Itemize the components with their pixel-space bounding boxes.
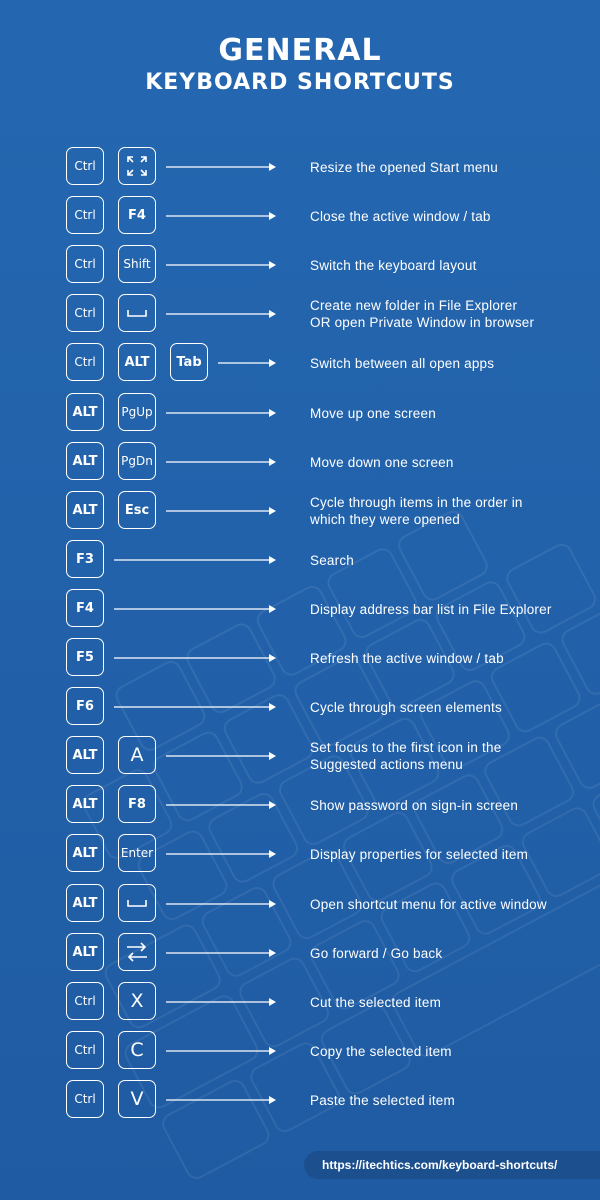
- key-combination: [66, 982, 156, 1022]
- key-cap: ALT: [66, 884, 104, 922]
- key-combination: [66, 491, 156, 531]
- shortcut-description: Cycle through items in the order in which they were opened: [310, 495, 523, 527]
- title-line-keyboard-shortcuts: KEYBOARD SHORTCUTS: [145, 70, 455, 95]
- key-cap: F6: [66, 687, 104, 725]
- resize-arrows-icon: [118, 147, 156, 185]
- key-cap: ALT: [66, 393, 104, 431]
- key-cap: F4: [66, 589, 104, 627]
- shortcut-description: Cycle through screen elements: [310, 699, 502, 715]
- key-combination: [66, 442, 156, 482]
- shortcut-row: [0, 638, 600, 678]
- key-cap: Ctrl: [66, 245, 104, 283]
- shortcut-row: [0, 343, 600, 383]
- key-cap: C: [118, 1031, 156, 1069]
- key-cap: F8: [118, 785, 156, 823]
- shortcut-row: [0, 687, 600, 727]
- arrow-right-icon: [166, 1095, 276, 1105]
- shortcut-description: Switch between all open apps: [310, 355, 495, 371]
- key-combination: [66, 736, 156, 776]
- arrow-right-icon: [166, 800, 276, 810]
- arrow-right-icon: [166, 997, 276, 1007]
- arrow-right-icon: [114, 555, 276, 565]
- spacebar-icon: [118, 294, 156, 332]
- shortcut-row: [0, 245, 600, 285]
- arrow-right-icon: [114, 702, 276, 712]
- key-combination: [66, 1031, 156, 1071]
- key-cap: F4: [118, 196, 156, 234]
- key-cap: Shift: [118, 245, 156, 283]
- key-combination: [66, 638, 104, 678]
- shortcut-description: Display address bar list in File Explorer: [310, 601, 552, 617]
- key-combination: [66, 834, 156, 874]
- key-combination: [66, 687, 104, 727]
- shortcut-description: Search: [310, 552, 354, 568]
- arrow-right-icon: [166, 751, 276, 761]
- shortcut-description: Show password on sign-in screen: [310, 797, 519, 813]
- key-cap: ALT: [66, 785, 104, 823]
- arrow-right-icon: [166, 260, 276, 270]
- key-cap: F3: [66, 540, 104, 578]
- key-cap: Ctrl: [66, 294, 104, 332]
- arrow-right-icon: [166, 506, 276, 516]
- source-url-badge[interactable]: [304, 1151, 600, 1179]
- shortcut-row: [0, 785, 600, 825]
- arrow-right-icon: [166, 162, 276, 172]
- key-combination: [66, 393, 156, 433]
- shortcut-description: Switch the keyboard layout: [310, 257, 477, 273]
- key-cap: ALT: [66, 736, 104, 774]
- shortcut-description: Set focus to the first icon in the Suggested actions menu: [310, 740, 502, 772]
- key-cap: ALT: [66, 442, 104, 480]
- key-cap: Ctrl: [66, 1031, 104, 1069]
- shortcut-description: Display properties for selected item: [310, 846, 529, 862]
- shortcut-row: [0, 393, 600, 433]
- shortcut-description: Move down one screen: [310, 454, 454, 470]
- key-combination: [66, 589, 104, 629]
- shortcut-row: [0, 491, 600, 531]
- key-combination: [66, 540, 104, 580]
- key-cap: Ctrl: [66, 1080, 104, 1118]
- shortcut-row: [0, 933, 600, 973]
- key-cap: Ctrl: [66, 196, 104, 234]
- key-combination: [66, 147, 156, 187]
- key-combination: [66, 245, 156, 285]
- key-cap: X: [118, 982, 156, 1020]
- shortcut-row: [0, 442, 600, 482]
- arrow-right-icon: [166, 408, 276, 418]
- arrow-right-icon: [166, 211, 276, 221]
- shortcut-row: [0, 884, 600, 924]
- arrow-right-icon: [166, 849, 276, 859]
- key-combination: [66, 1080, 156, 1120]
- key-cap: ALT: [66, 491, 104, 529]
- key-cap: Tab: [170, 343, 208, 381]
- key-combination: [66, 884, 156, 924]
- key-cap: PgUp: [118, 393, 156, 431]
- shortcut-description: Create new folder in File Explorer OR open Private Window in browser: [310, 298, 535, 330]
- key-combination: [66, 343, 208, 383]
- key-cap: F5: [66, 638, 104, 676]
- shortcut-row: [0, 294, 600, 334]
- shortcut-description: Close the active window / tab: [310, 208, 491, 224]
- forward-back-arrows-icon: [118, 933, 156, 971]
- shortcut-description: Resize the opened Start menu: [310, 159, 498, 175]
- shortcut-description: Open shortcut menu for active window: [310, 896, 547, 912]
- arrow-right-icon: [114, 604, 276, 614]
- shortcut-row: [0, 196, 600, 236]
- shortcut-description: Go forward / Go back: [310, 945, 443, 961]
- arrow-right-icon: [218, 358, 276, 368]
- key-cap: V: [118, 1080, 156, 1118]
- key-cap: Ctrl: [66, 982, 104, 1020]
- source-url[interactable]: https://itechtics.com/keyboard-shortcuts/: [322, 1158, 558, 1172]
- arrow-right-icon: [166, 1046, 276, 1056]
- key-cap: Enter: [118, 834, 156, 872]
- arrow-right-icon: [166, 457, 276, 467]
- shortcut-description: Copy the selected item: [310, 1043, 452, 1059]
- shortcut-row: [0, 147, 600, 187]
- shortcut-row: [0, 834, 600, 874]
- shortcut-row: [0, 736, 600, 776]
- key-combination: [66, 933, 156, 973]
- arrow-right-icon: [166, 899, 276, 909]
- title-line-general: GENERAL: [218, 33, 382, 68]
- key-combination: [66, 294, 156, 334]
- shortcut-description: Move up one screen: [310, 405, 436, 421]
- shortcut-row: [0, 1080, 600, 1120]
- key-cap: A: [118, 736, 156, 774]
- key-combination: [66, 785, 156, 825]
- key-cap: PgDn: [118, 442, 156, 480]
- key-cap: ALT: [118, 343, 156, 381]
- key-cap: Ctrl: [66, 343, 104, 381]
- key-cap: ALT: [66, 834, 104, 872]
- shortcut-row: [0, 1031, 600, 1071]
- key-cap: Ctrl: [66, 147, 104, 185]
- shortcut-description: Cut the selected item: [310, 994, 442, 1010]
- spacebar-icon: [118, 884, 156, 922]
- shortcut-description: Paste the selected item: [310, 1092, 455, 1108]
- key-cap: Esc: [118, 491, 156, 529]
- arrow-right-icon: [166, 948, 276, 958]
- key-combination: [66, 196, 156, 236]
- arrow-right-icon: [166, 309, 276, 319]
- shortcut-row: [0, 540, 600, 580]
- shortcut-description: Refresh the active window / tab: [310, 650, 504, 666]
- shortcut-row: [0, 982, 600, 1022]
- key-cap: ALT: [66, 933, 104, 971]
- arrow-right-icon: [114, 653, 276, 663]
- shortcut-row: [0, 589, 600, 629]
